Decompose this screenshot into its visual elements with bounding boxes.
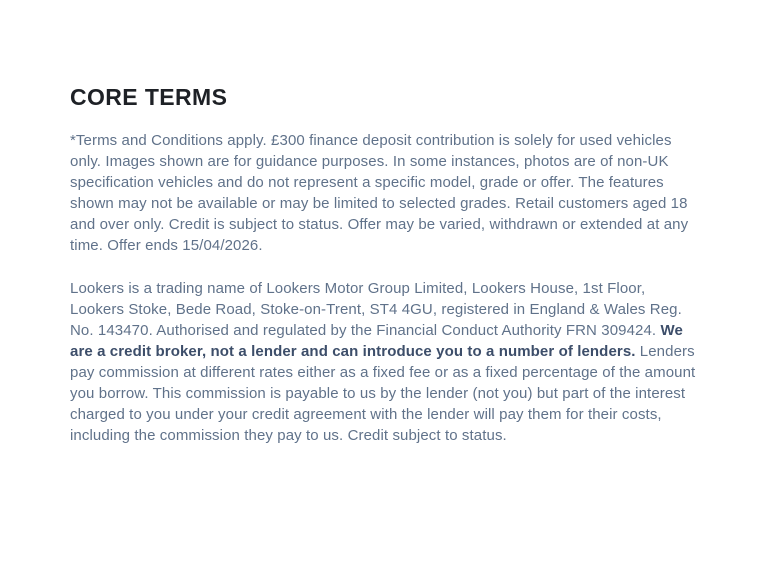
terms-paragraph-2-run-1: Lookers is a trading name of Lookers Motor Group Limited, Lookers House, 1st Floor, Lookers Stoke, Bede Road, Stoke-on-Trent, ST4 4GU, registered in England & Wales Reg. No. 143470. Authorised and regulated by the Financial Conduct Authority FRN 309424. bbox=[70, 280, 682, 339]
terms-paragraph-1: *Terms and Conditions apply. £300 finance deposit contribution is solely for used vehicles only. Images shown are for guidance purposes. In some instances, photos are of non-UK specification vehicles and do not represent a specific model, grade or offer. The features shown may not be available or may be limited to selected grades. Retail customers aged 18 and over only. Credit is subject to status. Offer may be varied, withdrawn or extended at any time. Offer ends 15/04/2026. bbox=[70, 132, 689, 254]
terms-paragraph-2-bold-run: We are a credit broker, not a lender and can introduce you to a number of lenders. bbox=[70, 322, 683, 360]
terms-paragraph-2 bbox=[70, 278, 698, 446]
terms-paragraph-2-run-2: Lenders pay commission at different rates either as a fixed fee or as a fixed percentage of the amount you borrow. This commission is payable to us by the lender (not you) but part of the interest charged to you under your credit agreement with the lender will pay them for their costs, including the commission they pay to us. Credit subject to status. bbox=[70, 343, 696, 444]
page-title: CORE TERMS bbox=[70, 84, 228, 110]
core-terms-section bbox=[70, 84, 698, 468]
